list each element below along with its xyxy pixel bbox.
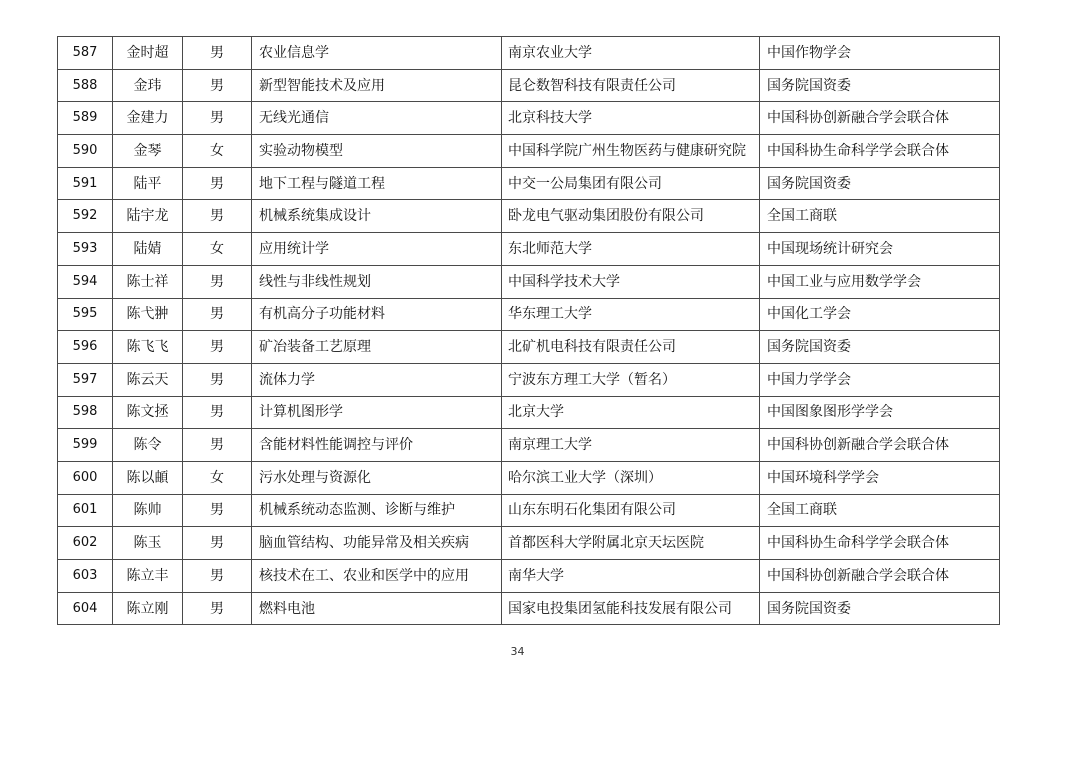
table-row [58,527,1000,560]
research-field: 计算机图形学 [252,396,502,429]
work-unit: 中国科学技术大学 [502,265,760,298]
table-row [58,429,1000,462]
table-row [58,37,1000,70]
table-row [58,461,1000,494]
person-name: 陈立丰 [113,560,183,593]
gender: 男 [183,265,252,298]
person-name: 陈文拯 [113,396,183,429]
table-row [58,265,1000,298]
table-row [58,135,1000,168]
table-row [58,233,1000,266]
work-unit: 南京农业大学 [502,37,760,70]
table-row [58,396,1000,429]
gender: 女 [183,233,252,266]
work-unit: 南京理工大学 [502,429,760,462]
recommending-organization: 中国现场统计研究会 [760,233,1000,266]
person-name: 金玮 [113,69,183,102]
person-name: 陆婧 [113,233,183,266]
person-name: 陈云天 [113,363,183,396]
research-field: 机械系统动态监测、诊断与维护 [252,494,502,527]
row-number: 602 [58,527,113,560]
person-name: 陈立刚 [113,592,183,625]
row-number: 594 [58,265,113,298]
gender: 男 [183,363,252,396]
row-number: 600 [58,461,113,494]
work-unit: 东北师范大学 [502,233,760,266]
research-field: 新型智能技术及应用 [252,69,502,102]
recommending-organization: 中国力学学会 [760,363,1000,396]
recommending-organization: 国务院国资委 [760,167,1000,200]
gender: 男 [183,429,252,462]
work-unit: 北京大学 [502,396,760,429]
person-name: 陈令 [113,429,183,462]
person-name: 陈弋翀 [113,298,183,331]
work-unit: 中交一公局集团有限公司 [502,167,760,200]
person-name: 陈士祥 [113,265,183,298]
research-field: 脑血管结构、功能异常及相关疾病 [252,527,502,560]
research-field: 机械系统集成设计 [252,200,502,233]
row-number: 593 [58,233,113,266]
gender: 男 [183,69,252,102]
row-number: 598 [58,396,113,429]
research-field: 污水处理与资源化 [252,461,502,494]
gender: 男 [183,560,252,593]
recommending-organization: 中国科协生命科学学会联合体 [760,135,1000,168]
research-field: 线性与非线性规划 [252,265,502,298]
research-field: 农业信息学 [252,37,502,70]
row-number: 601 [58,494,113,527]
table-row [58,560,1000,593]
gender: 男 [183,102,252,135]
row-number: 588 [58,69,113,102]
table-row [58,69,1000,102]
recommending-organization: 全国工商联 [760,200,1000,233]
gender: 女 [183,135,252,168]
person-name: 陈帅 [113,494,183,527]
page-number: 34 [510,645,525,658]
work-unit: 华东理工大学 [502,298,760,331]
row-number: 595 [58,298,113,331]
person-name: 金建力 [113,102,183,135]
research-field: 核技术在工、农业和医学中的应用 [252,560,502,593]
work-unit: 卧龙电气驱动集团股份有限公司 [502,200,760,233]
work-unit: 首都医科大学附属北京天坛医院 [502,527,760,560]
roster-table-body [58,37,1000,625]
recommending-organization: 国务院国资委 [760,331,1000,364]
recommending-organization: 中国科协创新融合学会联合体 [760,560,1000,593]
row-number: 589 [58,102,113,135]
recommending-organization: 国务院国资委 [760,592,1000,625]
work-unit: 北矿机电科技有限责任公司 [502,331,760,364]
recommending-organization: 中国科协生命科学学会联合体 [760,527,1000,560]
gender: 男 [183,37,252,70]
table-row [58,331,1000,364]
gender: 男 [183,331,252,364]
recommending-organization: 全国工商联 [760,494,1000,527]
row-number: 604 [58,592,113,625]
person-name: 陆平 [113,167,183,200]
work-unit: 中国科学院广州生物医药与健康研究院 [502,135,760,168]
table-row [58,592,1000,625]
research-field: 矿冶装备工艺原理 [252,331,502,364]
research-field: 无线光通信 [252,102,502,135]
work-unit: 宁波东方理工大学（暂名） [502,363,760,396]
gender: 男 [183,527,252,560]
research-field: 地下工程与隧道工程 [252,167,502,200]
recommending-organization: 中国作物学会 [760,37,1000,70]
work-unit: 南华大学 [502,560,760,593]
research-field: 流体力学 [252,363,502,396]
person-name: 陈以頔 [113,461,183,494]
person-name: 陆宇龙 [113,200,183,233]
work-unit: 昆仑数智科技有限责任公司 [502,69,760,102]
table-row [58,200,1000,233]
gender: 男 [183,298,252,331]
row-number: 590 [58,135,113,168]
recommending-organization: 中国图象图形学学会 [760,396,1000,429]
row-number: 599 [58,429,113,462]
row-number: 587 [58,37,113,70]
gender: 男 [183,592,252,625]
work-unit: 哈尔滨工业大学（深圳） [502,461,760,494]
gender: 男 [183,167,252,200]
research-field: 有机高分子功能材料 [252,298,502,331]
row-number: 591 [58,167,113,200]
row-number: 596 [58,331,113,364]
research-field: 实验动物模型 [252,135,502,168]
recommending-organization: 中国科协创新融合学会联合体 [760,429,1000,462]
gender: 男 [183,200,252,233]
research-field: 含能材料性能调控与评价 [252,429,502,462]
recommending-organization: 中国工业与应用数学学会 [760,265,1000,298]
person-name: 陈玉 [113,527,183,560]
roster-table [57,36,1000,625]
recommending-organization: 中国环境科学学会 [760,461,1000,494]
research-field: 燃料电池 [252,592,502,625]
roster-table-container [57,36,1000,625]
recommending-organization: 中国科协创新融合学会联合体 [760,102,1000,135]
table-row [58,298,1000,331]
row-number: 597 [58,363,113,396]
table-row [58,494,1000,527]
row-number: 603 [58,560,113,593]
work-unit: 国家电投集团氢能科技发展有限公司 [502,592,760,625]
person-name: 金时超 [113,37,183,70]
work-unit: 北京科技大学 [502,102,760,135]
gender: 男 [183,396,252,429]
table-row [58,167,1000,200]
research-field: 应用统计学 [252,233,502,266]
table-row [58,363,1000,396]
table-row [58,102,1000,135]
work-unit: 山东东明石化集团有限公司 [502,494,760,527]
person-name: 金琴 [113,135,183,168]
person-name: 陈飞飞 [113,331,183,364]
gender: 女 [183,461,252,494]
recommending-organization: 中国化工学会 [760,298,1000,331]
gender: 男 [183,494,252,527]
row-number: 592 [58,200,113,233]
recommending-organization: 国务院国资委 [760,69,1000,102]
